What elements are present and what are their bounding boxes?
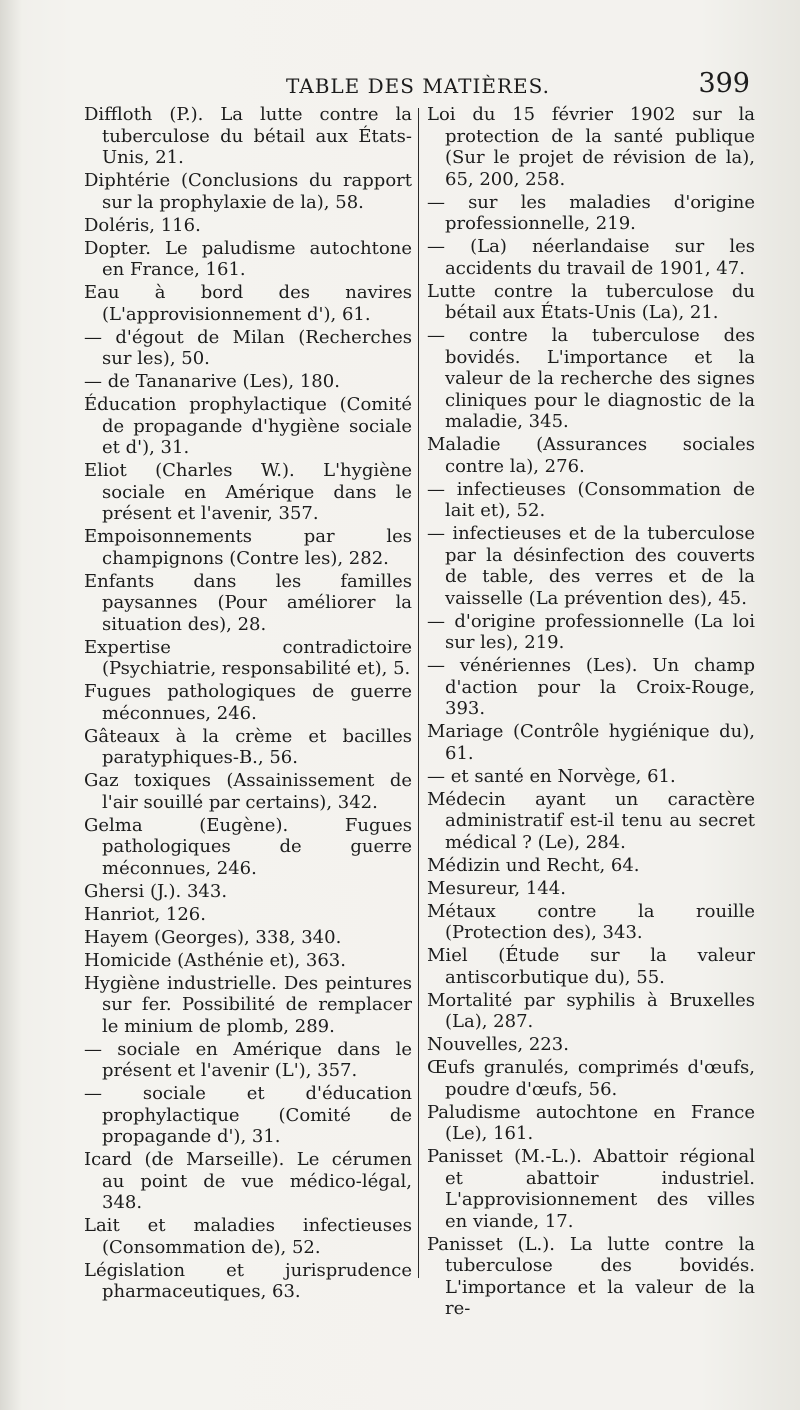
running-title: TABLE DES MATIÈRES. [286,74,550,98]
index-entry: — sociale en Amérique dans le présent et l'avenir (L'), 357. [84,1038,412,1081]
index-entry: Hygiène industrielle. Des peintures sur fer. Possibilité de remplacer le minium de plomb, 289. [84,972,412,1037]
index-entry: Panisset (L.). La lutte contre la tuberculose des bovidés. L'importance et la valeur de la re- [427,1233,755,1319]
index-entry: — vénériennes (Les). Un champ d'action pour la Croix-Rouge, 393. [427,655,755,719]
index-columns [84,104,756,1321]
index-entry: Lait et maladies infectieuses (Consommation de), 52. [84,1215,412,1258]
index-entry: Mesureur, 144. [427,877,566,899]
index-entry: Homicide (Asthénie et), 363. [84,949,346,971]
index-entry: — de Tananarive (Les), 180. [84,371,340,392]
index-entry: — infectieuses et de la tuberculose par la désinfection des couverts de table, des verres et de la vaisselle (La prévention des), 45. [427,523,755,609]
index-entry: Médizin und Recht, 64. [427,854,640,876]
index-entry: — d'égout de Milan (Recherches sur les), 50. [84,326,412,369]
index-entry: — infectieuses (Consommation de lait et), 52. [427,478,755,521]
page-header [80,66,756,106]
index-entry: Enfants dans les familles paysannes (Pour améliorer la situation des), 28. [84,570,412,635]
index-entry: Ghersi (J.). 343. [84,880,228,902]
index-entry: Métaux contre la rouille (Protection des), 343. [427,900,755,943]
left-column [84,104,418,1321]
index-entry: Doléris, 116. [84,214,201,236]
index-entry: Gâteaux à la crème et bacilles paratyphiques-B., 56. [84,725,412,768]
index-entry: — et santé en Norvège, 61. [427,765,676,787]
index-entry: Mariage (Contrôle hygiénique du), 61. [427,721,755,764]
index-entry: Gelma (Eugène). Fugues pathologiques de guerre méconnues, 246. [84,814,412,879]
index-entry: — contre la tuberculose des bovidés. L'importance et la valeur de la recherche des signes cliniques pour le diagnostic de la maladie, 345. [427,325,755,432]
index-entry: Nouvelles, 223. [427,1034,569,1055]
index-entry: Diffloth (P.). La lutte contre la tuberculose du bétail aux États-Unis, 21. [84,104,412,168]
index-entry: Miel (Étude sur la valeur antiscorbutique du), 55. [427,945,755,988]
index-entry: Fugues pathologiques de guerre méconnues, 246. [84,681,412,724]
index-entry: Loi du 15 février 1902 sur la protection de la santé publique (Sur le projet de révision de la), 65, 200, 258. [427,104,755,190]
index-entry: Expertise contradictoire (Psychiatrie, responsabilité et), 5. [84,636,412,679]
index-entry: Médecin ayant un caractère administratif est-il tenu au secret médical ? (Le), 284. [427,788,755,853]
index-entry: Hayem (Georges), 338, 340. [84,926,342,948]
index-entry: Œufs granulés, comprimés d'œufs, poudre d'œufs, 56. [427,1057,755,1100]
index-entry: Eau à bord des navires (L'approvisionnement d'), 61. [84,282,412,325]
page-number: 399 [698,68,750,99]
index-entry: Maladie (Assurances sociales contre la), 276. [427,434,755,477]
index-entry: Eliot (Charles W.). L'hygiène sociale en Amérique dans le présent et l'avenir, 357. [84,460,412,524]
index-entry: — (La) néerlandaise sur les accidents du travail de 1901, 47. [427,236,755,279]
index-entry: Paludisme autochtone en France (Le), 161. [427,1101,755,1144]
index-entry: — d'origine professionnelle (La loi sur les), 219. [427,610,755,653]
index-entry: Éducation prophylactique (Comité de propagande d'hygiène sociale et d'), 31. [84,394,412,458]
index-entry: Panisset (M.-L.). Abattoir régional et abattoir industriel. L'approvisionnement des villes en viande, 17. [427,1146,755,1232]
index-entry: — sur les maladies d'origine professionnelle, 219. [427,191,755,234]
index-entry: Icard (de Marseille). Le cérumen au point de vue médico-légal, 348. [84,1149,412,1213]
index-entry: Diphtérie (Conclusions du rapport sur la prophylaxie de la), 58. [84,170,412,213]
right-column [419,104,755,1321]
index-entry: Mortalité par syphilis à Bruxelles (La), 287. [427,989,755,1032]
index-entry: Législation et jurisprudence pharmaceutiques, 63. [84,1259,412,1302]
index-entry: Dopter. Le paludisme autochtone en France, 161. [84,237,412,280]
index-entry: — sociale et d'éducation prophylactique (Comité de propagande d'), 31. [84,1083,412,1147]
index-entry: Hanriot, 126. [84,903,206,925]
index-entry: Lutte contre la tuberculose du bétail aux États-Unis (La), 21. [427,280,755,323]
index-entry: Empoisonnements par les champignons (Contre les), 282. [84,526,412,569]
index-entry: Gaz toxiques (Assainissement de l'air souillé par certains), 342. [84,770,412,813]
